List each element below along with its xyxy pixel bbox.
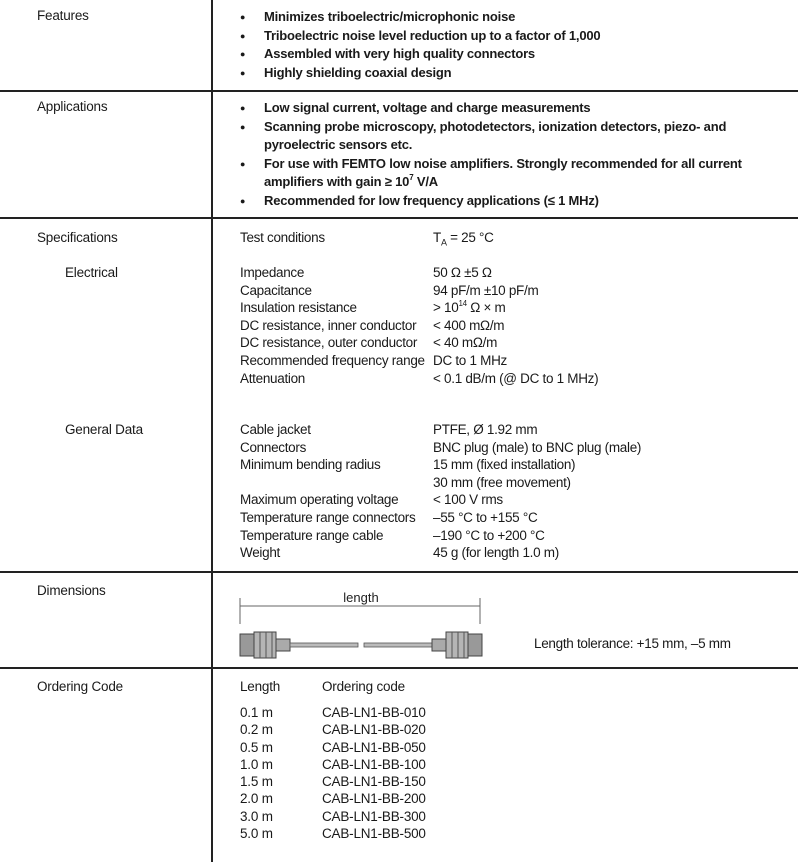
spec-value: –190 °C to +200 °C xyxy=(433,527,545,543)
list-item: ● Assembled with very high quality connectors xyxy=(240,45,764,64)
spec-name: Minimum bending radius xyxy=(240,457,381,473)
spec-name: Attenuation xyxy=(240,370,306,386)
spec-value: 30 mm (free movement) xyxy=(433,474,571,490)
electrical-values xyxy=(433,264,598,387)
table-row: CAB-LN1-BB-020 xyxy=(322,722,426,738)
temperature-value: = 25 °C xyxy=(446,230,494,245)
column-divider xyxy=(211,0,213,862)
list-item: ● Triboelectric noise level reduction up to a factor of 1,000 xyxy=(240,27,764,46)
table-row: 5.0 m xyxy=(240,826,273,842)
table-row: 0.1 m xyxy=(240,705,273,720)
insulation-exponent: 14 xyxy=(458,299,467,309)
spec-name: Temperature range connectors xyxy=(240,509,416,525)
spec-value: < 100 V rms xyxy=(433,492,503,508)
spec-value: DC to 1 MHz xyxy=(433,352,507,368)
spec-name xyxy=(240,474,415,492)
spec-name: Impedance xyxy=(240,265,305,280)
row-divider-applications xyxy=(0,217,798,219)
spec-name: Weight xyxy=(240,545,280,561)
length-label: length xyxy=(343,590,379,605)
table-row: CAB-LN1-BB-050 xyxy=(322,739,426,755)
spec-value: 94 pF/m ±10 pF/m xyxy=(433,282,539,298)
list-item: ● Minimizes triboelectric/microphonic noise xyxy=(240,8,764,27)
table-row: 0.5 m xyxy=(240,739,273,755)
spec-value: < 40 mΩ/m xyxy=(433,335,498,351)
list-item: ● Scanning probe microscopy, photodetectors, ionization detectors, piezo- and pyroelectric sensors etc. xyxy=(240,118,764,155)
cable-diagram xyxy=(236,584,496,664)
column-header-code: Ordering code xyxy=(322,679,405,694)
features-list xyxy=(240,8,764,82)
general-names xyxy=(240,421,415,562)
table-row: CAB-LN1-BB-150 xyxy=(322,774,426,790)
temperature-subscript: A xyxy=(440,237,447,248)
ordering-code-label: Ordering Code xyxy=(37,679,123,694)
list-item: ● Recommended for low frequency applications (≤ 1 MHz) xyxy=(240,192,764,211)
bnc-connector-left-icon xyxy=(240,632,290,658)
table-row: 1.0 m xyxy=(240,756,273,772)
spec-name: Maximum operating voltage xyxy=(240,492,399,508)
table-row: CAB-LN1-BB-100 xyxy=(322,756,426,772)
test-conditions-label: Test conditions xyxy=(240,230,325,245)
general-data-label: General Data xyxy=(65,422,143,437)
spec-value: BNC plug (male) to BNC plug (male) xyxy=(433,439,642,455)
gain-unit: V/A xyxy=(413,174,438,189)
table-row: 1.5 m xyxy=(240,774,273,790)
column-header-length: Length xyxy=(240,679,281,694)
table-row: 3.0 m xyxy=(240,808,273,824)
length-tolerance: Length tolerance: +15 mm, –5 mm xyxy=(534,636,731,651)
general-values xyxy=(433,421,641,562)
spec-name: Cable jacket xyxy=(240,422,311,437)
row-divider-specifications xyxy=(0,571,798,573)
spec-value: –55 °C to +155 °C xyxy=(433,509,538,525)
spec-value xyxy=(433,299,598,317)
list-item: ● Low signal current, voltage and charge measurements xyxy=(240,99,764,118)
bnc-connector-right-icon xyxy=(432,632,482,658)
spec-name: Insulation resistance xyxy=(240,300,357,316)
cable-right xyxy=(364,643,432,647)
table-row: CAB-LN1-BB-300 xyxy=(322,808,426,824)
table-row: CAB-LN1-BB-500 xyxy=(322,826,426,842)
applications-label: Applications xyxy=(37,99,108,114)
electrical-names xyxy=(240,264,425,387)
spec-name: Temperature range cable xyxy=(240,527,384,543)
insulation-unit: Ω × m xyxy=(466,300,506,316)
spec-name: DC resistance, inner conductor xyxy=(240,317,417,333)
spec-value: 50 Ω ±5 Ω xyxy=(433,265,492,280)
table-row: CAB-LN1-BB-010 xyxy=(322,705,426,720)
ordering-lengths xyxy=(240,704,273,842)
applications-list xyxy=(240,99,764,210)
spec-name: DC resistance, outer conductor xyxy=(240,335,418,351)
features-label: Features xyxy=(37,8,89,23)
spec-value: 15 mm (fixed installation) xyxy=(433,457,576,473)
list-item xyxy=(240,155,764,192)
row-divider-features xyxy=(0,90,798,92)
spec-value: 45 g (for length 1.0 m) xyxy=(433,545,559,561)
temperature-symbol: T xyxy=(433,230,441,245)
specifications-label: Specifications xyxy=(37,230,118,245)
table-row: 0.2 m xyxy=(240,722,273,738)
test-conditions-value xyxy=(433,229,494,247)
spec-name: Recommended frequency range xyxy=(240,352,425,368)
spec-name: Capacitance xyxy=(240,282,312,298)
dimensions-label: Dimensions xyxy=(37,583,106,598)
spec-value: < 0.1 dB/m (@ DC to 1 MHz) xyxy=(433,370,599,386)
ordering-codes xyxy=(322,704,426,842)
gain-exponent: 7 xyxy=(409,173,414,182)
row-divider-dimensions xyxy=(0,667,798,669)
spec-name: Connectors xyxy=(240,439,307,455)
cable-left xyxy=(290,643,358,647)
application-femto-text: For use with FEMTO low noise amplifiers. Strongly recommended for all current amplifiers with gain ≥ 10 xyxy=(264,155,742,189)
list-item: ● Highly shielding coaxial design xyxy=(240,64,764,83)
spec-value: PTFE, Ø 1.92 mm xyxy=(433,422,538,437)
electrical-label: Electrical xyxy=(65,265,118,280)
insulation-value: > 10 xyxy=(433,300,459,316)
table-row: CAB-LN1-BB-200 xyxy=(322,791,426,807)
table-row: 2.0 m xyxy=(240,791,273,807)
spec-value: < 400 mΩ/m xyxy=(433,317,505,333)
